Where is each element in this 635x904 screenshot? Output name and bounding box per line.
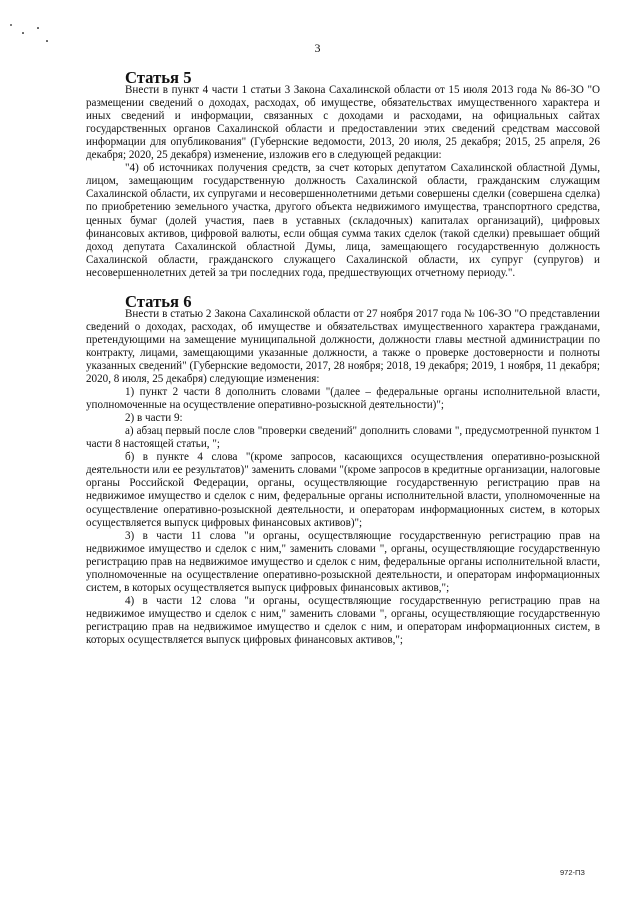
article-6-subitem: а) абзац первый после слов "проверки сведений" дополнить словами ", предусмотренной пунктом 1 части 8 настоящей статьи, "; — [86, 425, 600, 451]
article-6-item: 2) в части 9: — [125, 412, 183, 425]
page-number: 3 — [314, 41, 321, 55]
article-6-subitem: б) в пункте 4 слова "(кроме запросов, касающихся осуществления оперативно-розыскной деятельности или ее результатов)" заменить словами "(кроме запросов в кредитные организации, налоговые органы Российской Федерации, органы, осуществляющие государственную регистрацию прав на недвижимое имущество и сделок с ним, федеральные органы исполнительной власти, уполномоченные на осуществление оперативно-розыскной деятельности, и операторам информационных систем, в которых осуществляется выпуск цифровых финансовых активов)"; — [86, 451, 600, 529]
document-code: 972-ПЗ — [560, 868, 585, 877]
article-6-item: 4) в части 12 слова "и органы, осуществляющие государственную регистрацию прав на недвижимое имущество и сделок с ним," заменить словами ", органы, осуществляющие государственную регистрацию прав на недвижимое имущество и сделок с ним, и операторам информационных систем, в которых осуществляется выпуск цифровых финансовых активов,"; — [86, 594, 600, 646]
article-5-paragraph: Внести в пункт 4 части 1 статьи 3 Закона Сахалинской области от 15 июля 2013 года № 86-ЗО "О размещении сведений о доходах, расходах, об имуществе, обязательствах имущественного характера и иных сведений и информации, связанных с доходами и расходами, на официальных сайтах государственных органов Сахалинской области и предоставлении этих сведений средствам массовой информации для опубликования" (Губернские ведомости, 2013, 20 июля, 25 декабря; 2015, 25 апреля, 26 декабря; 2020, 25 декабря) изменение, изложив его в следующей редакции: — [86, 84, 600, 162]
article-6-title: Статья 6 — [125, 291, 192, 311]
scan-speck — [10, 24, 12, 26]
scan-speck — [22, 32, 24, 34]
document-body — [86, 68, 600, 647]
article-6-item: 3) в части 11 слова "и органы, осуществляющие государственную регистрацию прав на недвижимое имущество и сделок с ним," заменить словами ", органы, осуществляющие государственную регистрацию прав на недвижимое имущество и сделок с ним, федеральные органы исполнительной власти, уполномоченные на осуществление оперативно-розыскной деятельности, и операторам информационных систем, в которых осуществляется выпуск цифровых финансовых активов,"; — [86, 529, 600, 594]
scan-speck — [37, 27, 39, 29]
article-5-title: Статья 5 — [125, 68, 192, 87]
article-6-paragraph: Внести в статью 2 Закона Сахалинской области от 27 ноября 2017 года № 106-ЗО "О представлении сведений о доходах, расходах, об имуществе и обязательствах имущественного характера гражданами, претендующими на замещение муниципальной должности, должности главы местной администрации по контракту, лицами, замещающими указанные должности, а также о проверке достоверности и полноты указанных сведений" (Губернские ведомости, 2017, 28 ноября; 2018, 19 декабря; 2019, 1 ноября, 11 декабря; 2020, 8 июля, 25 декабря) следующие изменения: — [86, 307, 600, 386]
article-6-item: 1) пункт 2 части 8 дополнить словами "(далее – федеральные органы исполнительной власти, уполномоченные на осуществление оперативно-розыскной деятельности)"; — [86, 386, 600, 412]
article-5-paragraph: "4) об источниках получения средств, за счет которых депутатом Сахалинской областной Думы, лицом, замещающим государственную должность Сахалинской области, гражданским служащим Сахалинской области, их супругами и несовершеннолетними детьми совершены сделки (совершена сделка) по приобретению земельного участка, другого объекта недвижимого имущества, транспортного средства, ценных бумаг (долей участия, паев в уставных (складочных) капиталах организаций), цифровых финансовых активов, цифровой валюты, если общая сумма таких сделок (такой сделки) превышает общий доход депутата Сахалинской областной Думы, лица, замещающего государственную должность Сахалинской области, гражданского служащего Сахалинской области, их супруг (супругов) и несовершеннолетних детей за три последних года, предшествующих отчетному периоду.". — [86, 162, 600, 279]
